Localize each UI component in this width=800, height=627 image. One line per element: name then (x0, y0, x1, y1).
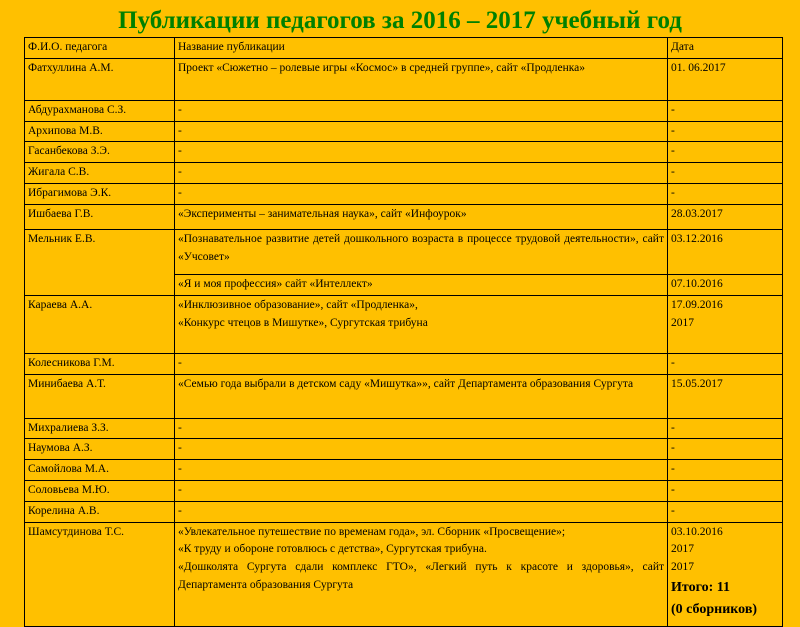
table-row (25, 121, 783, 142)
publication-title: - (175, 439, 668, 460)
publication-date: 03.12.2016 (668, 229, 783, 274)
teacher-name: Абдурахманова С.З. (25, 100, 175, 121)
publication-line: «Конкурс чтецов в Мишутке», Сургутская трибуна (178, 316, 428, 329)
teacher-name: Караева А.А. (25, 295, 175, 353)
teacher-name: Гасанбекова З.Э. (25, 142, 175, 163)
page-title: Публикации педагогов за 2016 – 2017 учебный год (118, 7, 682, 34)
table-row (25, 501, 783, 522)
publication-date: - (668, 100, 783, 121)
publication-date: - (668, 460, 783, 481)
publication-title: «Я и моя профессия» сайт «Интеллект» (175, 274, 668, 295)
publication-title: - (175, 100, 668, 121)
table-row (25, 295, 783, 353)
table-row (25, 58, 783, 100)
publication-date: - (668, 121, 783, 142)
publication-date: - (668, 439, 783, 460)
publication-date: - (668, 142, 783, 163)
publication-title: Проект «Сюжетно – ролевые игры «Космос» в средней группе», сайт «Продленка» (175, 58, 668, 100)
publication-date: - (668, 501, 783, 522)
teacher-name: Жигала С.В. (25, 163, 175, 184)
teacher-name: Ибрагимова Э.К. (25, 184, 175, 205)
teacher-name: Шамсутдинова Т.С. (25, 522, 175, 626)
teacher-name: Михралиева З.З. (25, 418, 175, 439)
publication-date (668, 295, 783, 353)
teacher-name: Минибаева А.Т. (25, 374, 175, 418)
publication-date: - (668, 184, 783, 205)
teacher-name: Ишбаева Г.В. (25, 204, 175, 229)
publication-line: «К труду и обороне готовлюсь с детства», Сургутская трибуна. (178, 543, 487, 556)
publication-title: - (175, 460, 668, 481)
table-row (25, 374, 783, 418)
publication-title: - (175, 353, 668, 374)
publication-date (668, 522, 783, 626)
publication-title: - (175, 184, 668, 205)
date-line: 03.10.2016 (671, 525, 723, 538)
publication-date: - (668, 353, 783, 374)
table-row (25, 204, 783, 229)
publication-line: «Увлекательное путешествие по временам года», эл. Сборник «Просвещение»; (178, 525, 566, 538)
table-row (25, 184, 783, 205)
teacher-name: Мельник Е.В. (25, 229, 175, 295)
table-row (25, 100, 783, 121)
table-row (25, 439, 783, 460)
date-line: 2017 (671, 543, 694, 556)
table-row (25, 163, 783, 184)
publication-date: 28.03.2017 (668, 204, 783, 229)
total-collections: (0 сборников) (671, 602, 758, 617)
publication-title: - (175, 163, 668, 184)
publication-title: - (175, 142, 668, 163)
publication-title: - (175, 501, 668, 522)
teacher-name: Фатхуллина А.М. (25, 58, 175, 100)
table-row (25, 480, 783, 501)
date-line: 2017 (671, 561, 694, 574)
publication-title: «Познавательное развитие детей дошкольного возраста в процессе трудовой деятельности», сайт «Учсовет» (175, 229, 668, 274)
publication-title (175, 522, 668, 626)
publication-title: - (175, 418, 668, 439)
publication-date: - (668, 418, 783, 439)
column-header-publication: Название публикации (175, 38, 668, 59)
total-count: Итого: 11 (671, 580, 730, 595)
teacher-name: Колесникова Г.М. (25, 353, 175, 374)
teacher-name: Архипова М.В. (25, 121, 175, 142)
table-header-row (25, 38, 783, 59)
table-row (25, 229, 783, 274)
publication-title: - (175, 121, 668, 142)
table-row (25, 522, 783, 626)
publication-date: 15.05.2017 (668, 374, 783, 418)
column-header-date: Дата (668, 38, 783, 59)
date-line: 2017 (671, 316, 694, 329)
table-row (25, 418, 783, 439)
publication-title (175, 295, 668, 353)
publication-title: «Эксперименты – занимательная наука», сайт «Инфоурок» (175, 204, 668, 229)
publication-date: 01. 06.2017 (668, 58, 783, 100)
table-row (25, 142, 783, 163)
publication-title: «Семью года выбрали в детском саду «Мишутка»», сайт Департамента образования Сургута (175, 374, 668, 418)
teacher-name: Самойлова М.А. (25, 460, 175, 481)
teacher-name: Корелина А.В. (25, 501, 175, 522)
publication-line: «Инклюзивное образование», сайт «Продленка», (178, 298, 418, 311)
publication-date: - (668, 163, 783, 184)
publication-title: - (175, 480, 668, 501)
publication-date: 07.10.2016 (668, 274, 783, 295)
column-header-name: Ф.И.О. педагога (25, 38, 175, 59)
date-line: 17.09.2016 (671, 298, 723, 311)
table-row (25, 460, 783, 481)
teacher-name: Соловьева М.Ю. (25, 480, 175, 501)
publication-line: «Дошколята Сургута сдали комплекс ГТО», «Легкий путь к красоте и здоровья», сайт Департамента образования Сургута (178, 561, 664, 591)
publications-table (24, 37, 783, 627)
table-row (25, 353, 783, 374)
publication-date: - (668, 480, 783, 501)
teacher-name: Наумова А.З. (25, 439, 175, 460)
